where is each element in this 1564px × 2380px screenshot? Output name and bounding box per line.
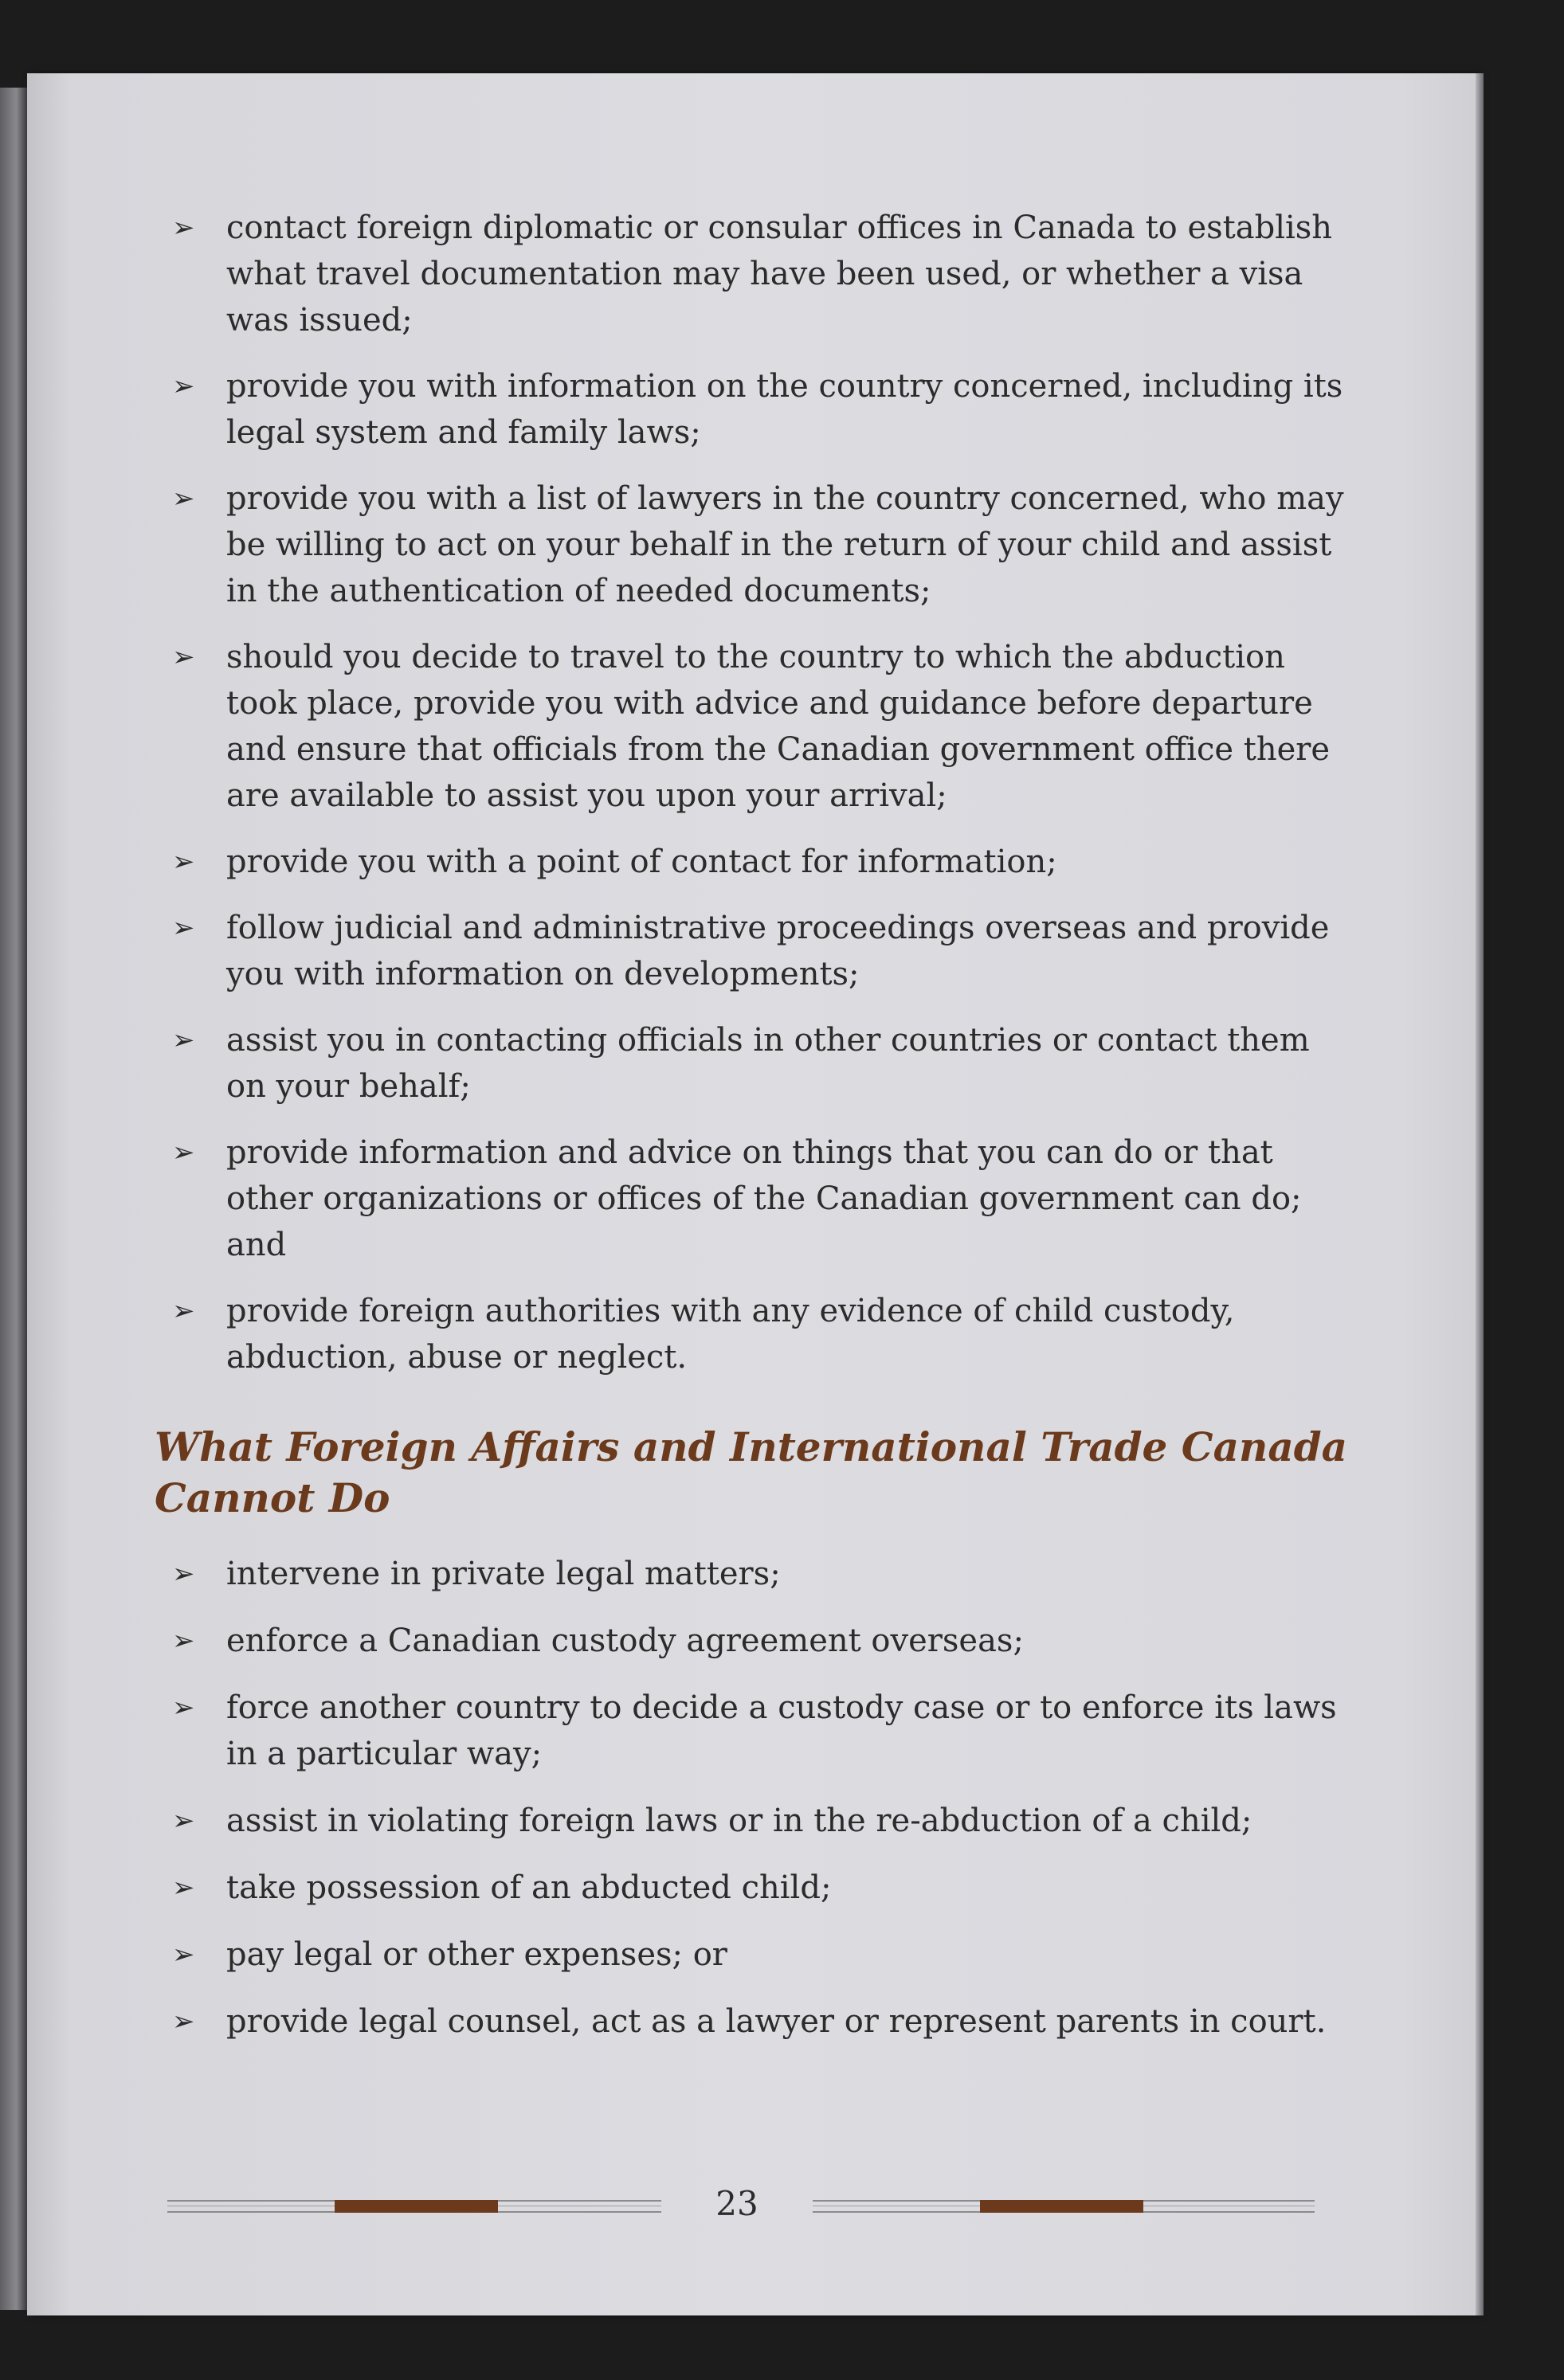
list-item-text: follow judicial and administrative proceedings overseas and provide you with information on developments; xyxy=(226,910,1330,992)
list-item-text: provide information and advice on things that you can do or that other organizations or offices of the Canadian government can do; and xyxy=(226,1134,1302,1263)
arrow-bullet-icon: ➢ xyxy=(172,1939,195,1971)
arrow-bullet-icon: ➢ xyxy=(172,1137,195,1168)
page-number: 23 xyxy=(715,2184,758,2223)
arrow-bullet-icon: ➢ xyxy=(172,846,195,878)
arrow-bullet-icon: ➢ xyxy=(172,641,195,673)
list-item-text: provide foreign authorities with any evidence of child custody, abduction, abuse or neglect. xyxy=(226,1293,1235,1376)
list-item-text: should you decide to travel to the country to which the abduction took place, provide you with advice and guidance before departure and ensure that officials from the Canadian government office there are available to assist you upon your arrival; xyxy=(226,639,1331,814)
arrow-bullet-icon: ➢ xyxy=(172,212,195,244)
footer-accent-bar-left xyxy=(335,2200,498,2213)
list-item xyxy=(155,1685,1350,1777)
section-heading: What Foreign Affairs and International Trade Canada Cannot Do xyxy=(155,1423,1348,1521)
list-item-text: provide you with a list of lawyers in the country concerned, who may be willing to act on your behalf in the return of your child and assist in the authentication of needed documents; xyxy=(226,480,1344,609)
page-content xyxy=(155,205,1350,2065)
list-item xyxy=(155,1998,1350,2045)
arrow-bullet-icon: ➢ xyxy=(172,912,195,944)
list-item xyxy=(155,1551,1350,1597)
list-item xyxy=(155,1932,1350,1978)
list-item-text: provide you with information on the country concerned, including its legal system and family laws; xyxy=(226,368,1343,451)
list-item xyxy=(155,1017,1350,1110)
list-item-text: intervene in private legal matters; xyxy=(226,1556,781,1592)
list-item-text: provide legal counsel, act as a lawyer or represent parents in court. xyxy=(226,2003,1327,2040)
list-item-text: contact foreign diplomatic or consular offices in Canada to establish what travel documentation may have been used, or whether a visa was issued; xyxy=(226,209,1333,339)
list-item-text: provide you with a point of contact for information; xyxy=(226,844,1057,880)
book-page xyxy=(27,73,1476,2315)
list-item-text: force another country to decide a custody case or to enforce its laws in a particular way; xyxy=(226,1689,1337,1772)
arrow-bullet-icon: ➢ xyxy=(172,1024,195,1056)
list-item-text: pay legal or other expenses; or xyxy=(226,1936,727,1973)
arrow-bullet-icon: ➢ xyxy=(172,1872,195,1904)
list-item xyxy=(155,205,1350,343)
arrow-bullet-icon: ➢ xyxy=(172,370,195,402)
page-footer xyxy=(135,2184,1331,2223)
arrow-bullet-icon: ➢ xyxy=(172,2006,195,2037)
list-item xyxy=(155,1865,1350,1911)
cannot-do-list xyxy=(155,1551,1350,2045)
arrow-bullet-icon: ➢ xyxy=(172,1295,195,1327)
arrow-bullet-icon: ➢ xyxy=(172,1625,195,1657)
arrow-bullet-icon: ➢ xyxy=(172,483,195,515)
page-edge-shadow xyxy=(1476,73,1484,2315)
list-item-text: assist in violating foreign laws or in the re-abduction of a child; xyxy=(226,1803,1252,1839)
list-item-text: enforce a Canadian custody agreement overseas; xyxy=(226,1623,1024,1659)
list-item xyxy=(155,1618,1350,1664)
list-item xyxy=(155,1798,1350,1844)
arrow-bullet-icon: ➢ xyxy=(172,1558,195,1590)
list-item xyxy=(155,634,1350,819)
arrow-bullet-icon: ➢ xyxy=(172,1805,195,1837)
list-item xyxy=(155,905,1350,997)
list-item xyxy=(155,476,1350,614)
list-item xyxy=(155,1129,1350,1268)
list-item xyxy=(155,1288,1350,1380)
footer-accent-bar-right xyxy=(980,2200,1143,2213)
previous-page-edge xyxy=(0,88,27,2310)
list-item xyxy=(155,839,1350,885)
list-item xyxy=(155,363,1350,456)
arrow-bullet-icon: ➢ xyxy=(172,1692,195,1724)
list-item-text: take possession of an abducted child; xyxy=(226,1869,832,1906)
can-do-list xyxy=(155,205,1350,1380)
list-item-text: assist you in contacting officials in other countries or contact them on your behalf; xyxy=(226,1022,1310,1105)
